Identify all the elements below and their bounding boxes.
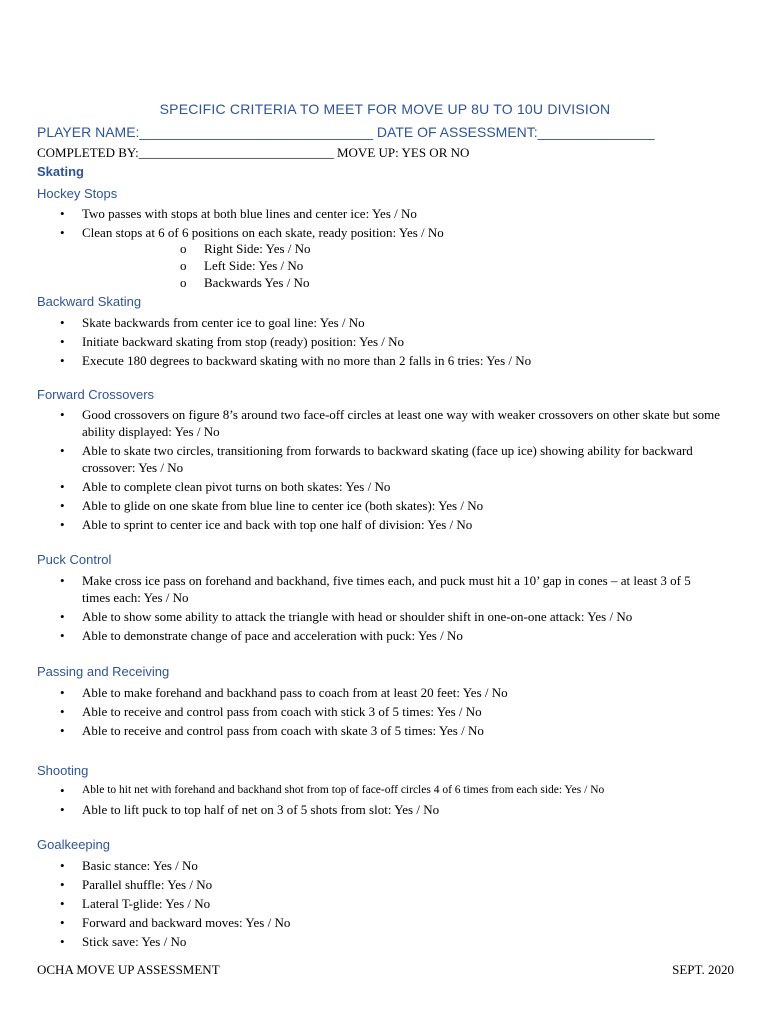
document-title: SPECIFIC CRITERIA TO MEET FOR MOVE UP 8U TO 10U DIVISION [159, 101, 611, 117]
list-item: • Able to receive and control pass from coach with skate 3 of 5 times: Yes / No [60, 722, 720, 739]
list-item: • Able to hit net with forehand and backhand shot from top of face-off circles 4 of 6 times from each side: Yes / No [60, 782, 720, 799]
section-title-passing-receiving: Passing and Receiving [37, 664, 170, 679]
shooting-list [60, 782, 720, 820]
footer-left: OCHA MOVE UP ASSESSMENT [37, 962, 220, 977]
list-item: • Forward and backward moves: Yes / No [60, 914, 720, 931]
list-item: • Able to make forehand and backhand pass to coach from at least 20 feet: Yes / No [60, 684, 720, 701]
skating-heading: Skating [37, 164, 84, 179]
list-item: • Able to lift puck to top half of net on 3 of 5 shots from slot: Yes / No [60, 801, 720, 818]
list-item: • Skate backwards from center ice to goal line: Yes / No [60, 314, 720, 331]
hockey-stops-list [60, 205, 720, 243]
sub-list-item: o Right Side: Yes / No [180, 240, 311, 257]
section-title-hockey-stops: Hockey Stops [37, 186, 118, 201]
list-item: • Able to skate two circles, transitioning from forwards to backward skating (face up ice) showing ability for backward crossover: Yes / No [60, 442, 720, 476]
list-item: • Able to demonstrate change of pace and acceleration with puck: Yes / No [60, 627, 720, 644]
list-item: • Good crossovers on figure 8’s around two face-off circles at least one way with weaker crossovers on other skate but some ability displayed: Yes / No [60, 406, 720, 440]
list-item: • Basic stance: Yes / No [60, 857, 720, 874]
backward-skating-list [60, 314, 720, 371]
section-title-backward-skating: Backward Skating [37, 294, 142, 309]
section-title-shooting: Shooting [37, 763, 89, 778]
list-item: • Execute 180 degrees to backward skating with no more than 2 falls in 6 tries: Yes / No [60, 352, 720, 369]
puck-control-list [60, 572, 720, 646]
completed-by-move-up-line: COMPLETED BY:______________________________ MOVE UP: YES OR NO [37, 145, 470, 160]
sub-list-item: o Left Side: Yes / No [180, 257, 311, 274]
list-item: • Stick save: Yes / No [60, 933, 720, 950]
list-item: • Make cross ice pass on forehand and backhand, five times each, and puck must hit a 10’ gap in cones – at least 3 of 5 times each: Yes / No [60, 572, 720, 606]
footer-right: SEPT. 2020 [672, 962, 734, 977]
list-item: • Initiate backward skating from stop (ready) position: Yes / No [60, 333, 720, 350]
section-title-goalkeeping: Goalkeeping [37, 837, 110, 852]
list-item: • Clean stops at 6 of 6 positions on each skate, ready position: Yes / No [60, 224, 720, 241]
forward-crossovers-list [60, 406, 720, 535]
list-item: • Able to show some ability to attack the triangle with head or shoulder shift in one-on-one attack: Yes / No [60, 608, 720, 625]
player-name-assessment-date-line: PLAYER NAME:______________________________ DATE OF ASSESSMENT:_______________ [37, 124, 655, 140]
list-item: • Able to glide on one skate from blue line to center ice (both skates): Yes / No [60, 497, 720, 514]
hockey-stops-sub-list [180, 240, 311, 291]
list-item: • Parallel shuffle: Yes / No [60, 876, 720, 893]
passing-receiving-list [60, 684, 720, 741]
section-title-forward-crossovers: Forward Crossovers [37, 387, 155, 402]
list-item: • Able to sprint to center ice and back with top one half of division: Yes / No [60, 516, 720, 533]
list-item: • Able to receive and control pass from coach with stick 3 of 5 times: Yes / No [60, 703, 720, 720]
section-title-puck-control: Puck Control [37, 552, 112, 567]
list-item: • Able to complete clean pivot turns on both skates: Yes / No [60, 478, 720, 495]
sub-list-item: o Backwards Yes / No [180, 274, 311, 291]
list-item: • Lateral T-glide: Yes / No [60, 895, 720, 912]
goalkeeping-list [60, 857, 720, 952]
list-item: • Two passes with stops at both blue lines and center ice: Yes / No [60, 205, 720, 222]
